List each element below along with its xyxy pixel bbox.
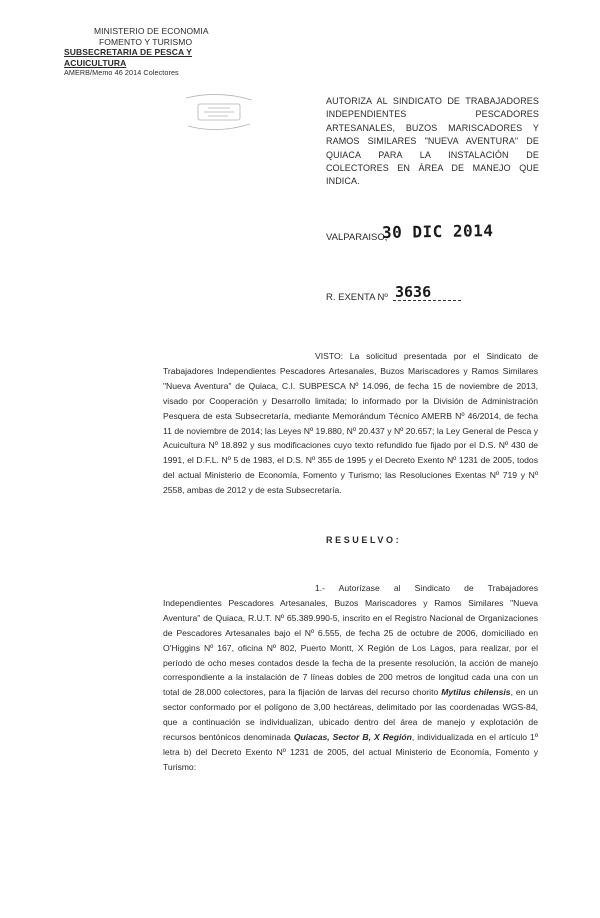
article-1-lead: 1.- Autorízase al Sindicato de Trabajadores: [315, 583, 538, 593]
visto-text: La solicitud presentada por el Sindicato de Trabajadores Independientes Pescadores Artesanales, Buzos Mariscadores y Ramos Similares "Nueva Aventura" de Quiaca, C.I. SUBPESCA Nº 14.096, de fecha 15 de noviembre de 2013, visado por Cooperación y Desarrollo limitada; lo informado por la División de Administración Pesquera de esta Subsecretaría, mediante Memorándum Técnico AMERB Nº 46/2014, de fecha 11 de noviembre de 2014; las Leyes Nº 19.880, Nº 20.437 y Nº 20.657; la Ley General de Pesca y Acuicultura Nº 18.892 y sus modificaciones cuyo texto refundido fue fijado por el D.S. Nº 430 de 1991, el D.F.L. Nº 5 de 1983, el D.S. Nº 355 de 1995 y el Decreto Exento Nº 1231 de 2005, todos del actual Ministerio de Economía, Fomento y Turismo; las Resoluciones Exentas Nº 719 y Nº 2558, ambas de 2012 y de esta Subsecretaría.: [163, 351, 538, 496]
place-label: VALPARAISO,: [326, 232, 388, 243]
article-1-text-c: , individualizada en el artículo 1º letra b) del Decreto Exento Nº 1231 de 2005, del actual Ministerio de Economía, Fomento y Turismo:: [163, 732, 538, 772]
resolution-number: 3636: [395, 283, 432, 301]
subsecretaria-name: SUBSECRETARIA DE PESCA Y ACUICULTURA: [64, 47, 193, 68]
article-1-text-b: , en un sector conformado por el polígono de 3,00 hectáreas, delimitado por las coordenadas WGS-84, que a continuación se individualizan, ubicado dentro del área de manejo y explotación de recursos bentónicos denominada: [163, 687, 539, 743]
handwritten-date: 30 DIC 2014: [381, 221, 494, 242]
resuelvo-heading: RESUELVO:: [326, 535, 402, 545]
species-name: Mytilus chilensis: [441, 687, 511, 698]
stamp-seal-icon: [178, 88, 260, 136]
resolution-number-underline: [393, 300, 461, 301]
ministry-name: MINISTERIO DE ECONOMIA: [94, 26, 209, 36]
ministry-division: FOMENTO Y TURISMO: [99, 36, 193, 47]
memo-reference: AMERB/Memo 46 2014 Colectores: [64, 68, 179, 77]
article-1-text-a: Independientes Pescadores Artesanales, Buzos Mariscadores y Ramos Similares "Nueva Aventura" de Quiaca, R.U.T. Nº 65.389.990-5, inscrito en el Registro Nacional de Organizaciones de Pescadores Artesanales bajo el Nº 6.555, de fecha 25 de octubre de 2006, domiciliado en O'Higgins Nº 167, oficina Nº 802, Puerto Montt, X Región de Los Lagos, para realizar, por el período de ocho meses contados desde la fecha de la presente resolución, la acción de manejo correspondiente a la instalación de 7 líneas dobles de 200 metros de longitud cada una con un total de 28.000 colectores, para la fijación de larvas del recurso chorito: [163, 597, 538, 698]
visto-paragraph: [163, 349, 538, 498]
article-1-paragraph: [163, 581, 538, 775]
area-name: Quiacas, Sector B, X Región: [293, 732, 412, 743]
resolution-subject: AUTORIZA AL SINDICATO DE TRABAJADORES INDEPENDIENTES PESCADORES ARTESANALES, BUZOS MARISCADORES Y RAMOS SIMILARES "NUEVA AVENTURA" DE QUIACA PARA LA INSTALACIÓN DE COLECTORES EN ÁREA DE MANEJO QUE INDICA.: [326, 96, 539, 187]
resolution-label: R. EXENTA Nº: [326, 292, 388, 303]
ministry-header: [64, 26, 254, 79]
visto-lead: VISTO:: [315, 351, 344, 361]
